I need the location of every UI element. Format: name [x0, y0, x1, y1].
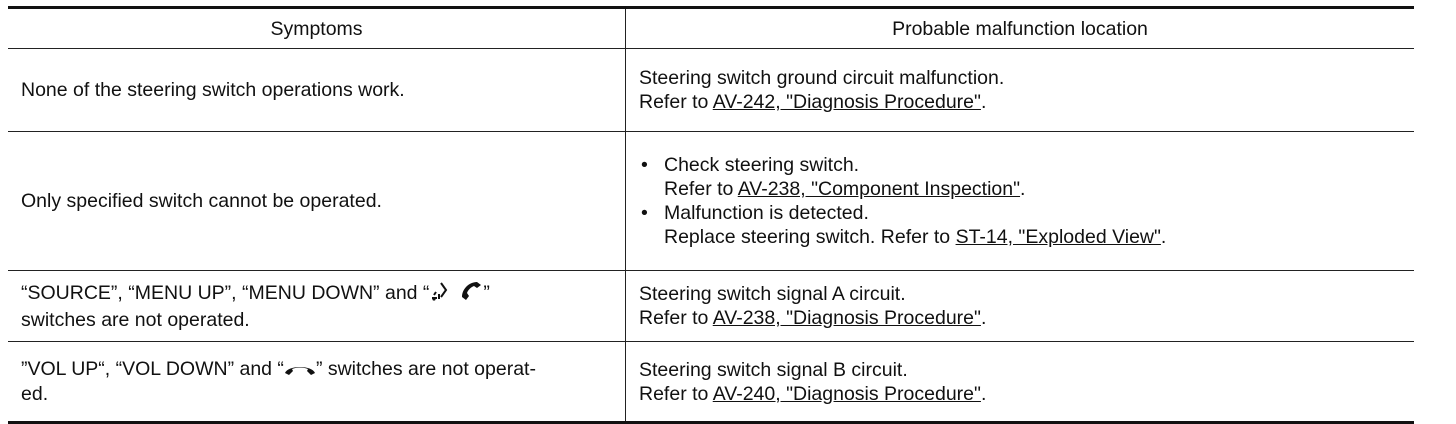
refer-line	[664, 225, 1401, 249]
reference-link[interactable]: AV-238, "Component Inspection"	[737, 178, 1021, 200]
reference-link[interactable]: AV-240, "Diagnosis Procedure"	[712, 382, 981, 405]
refer-line	[639, 306, 1401, 330]
location-cell	[626, 271, 1415, 342]
location-text: Steering switch signal A circuit.	[639, 283, 906, 305]
phone-pickup-icon	[459, 280, 483, 308]
symptom-text: ” switches are not operat-	[315, 358, 536, 381]
header-symptoms: Symptoms	[8, 8, 626, 49]
location-text: Steering switch ground circuit malfunction.	[639, 67, 1005, 89]
symptom-text: ”VOL UP“, “VOL DOWN” and “	[21, 358, 284, 381]
table-row	[8, 132, 1414, 271]
symptom-line: switches are not operated.	[21, 309, 250, 331]
refer-line	[664, 177, 1401, 201]
refer-suffix: .	[1160, 226, 1167, 248]
table-row	[8, 342, 1414, 423]
bullet-title: • Check steering switch.	[664, 154, 860, 176]
refer-prefix: Refer to	[664, 178, 738, 200]
refer-prefix: Refer to	[639, 382, 713, 405]
symptom-cell	[8, 271, 626, 342]
symptom-text: “SOURCE”, “MENU UP”, “MENU DOWN” and “	[21, 282, 430, 305]
header-row	[8, 8, 1414, 49]
refer-prefix: Refer to	[639, 91, 713, 113]
table-row	[8, 271, 1414, 342]
symptom-text: ”	[483, 282, 490, 305]
phone-hangup-icon	[284, 358, 316, 382]
refer-line	[639, 90, 1401, 114]
refer-suffix: .	[980, 382, 987, 405]
location-text: Steering switch signal B circuit.	[639, 358, 908, 381]
symptom-cell	[8, 342, 626, 423]
voice-command-icon	[429, 280, 451, 308]
refer-suffix: .	[980, 91, 987, 113]
reference-link[interactable]: ST-14, "Exploded View"	[955, 226, 1161, 248]
refer-prefix: Refer to	[639, 307, 713, 329]
symptom-line	[21, 280, 612, 308]
location-cell	[626, 342, 1415, 423]
location-cell	[626, 132, 1415, 271]
bullet-title: • Malfunction is detected.	[664, 202, 869, 224]
refer-line	[639, 382, 1401, 406]
bullet-item	[639, 201, 1401, 249]
reference-link[interactable]: AV-238, "Diagnosis Procedure"	[712, 307, 981, 329]
header-location: Probable malfunction location	[626, 8, 1415, 49]
table-row	[8, 49, 1414, 132]
reference-link[interactable]: AV-242, "Diagnosis Procedure"	[712, 91, 981, 113]
symptom-cell: None of the steering switch operations work.	[8, 49, 626, 132]
refer-suffix: .	[1020, 178, 1026, 200]
symptom-cell: Only specified switch cannot be operated.	[8, 132, 626, 271]
bullet-item	[639, 153, 1401, 201]
symptom-line	[21, 357, 612, 382]
bullet-list	[639, 153, 1401, 249]
refer-prefix: Replace steering switch. Refer to	[664, 226, 956, 248]
symptom-table	[8, 6, 1414, 424]
refer-suffix: .	[980, 307, 987, 329]
symptom-line: ed.	[21, 382, 49, 405]
location-cell	[626, 49, 1415, 132]
